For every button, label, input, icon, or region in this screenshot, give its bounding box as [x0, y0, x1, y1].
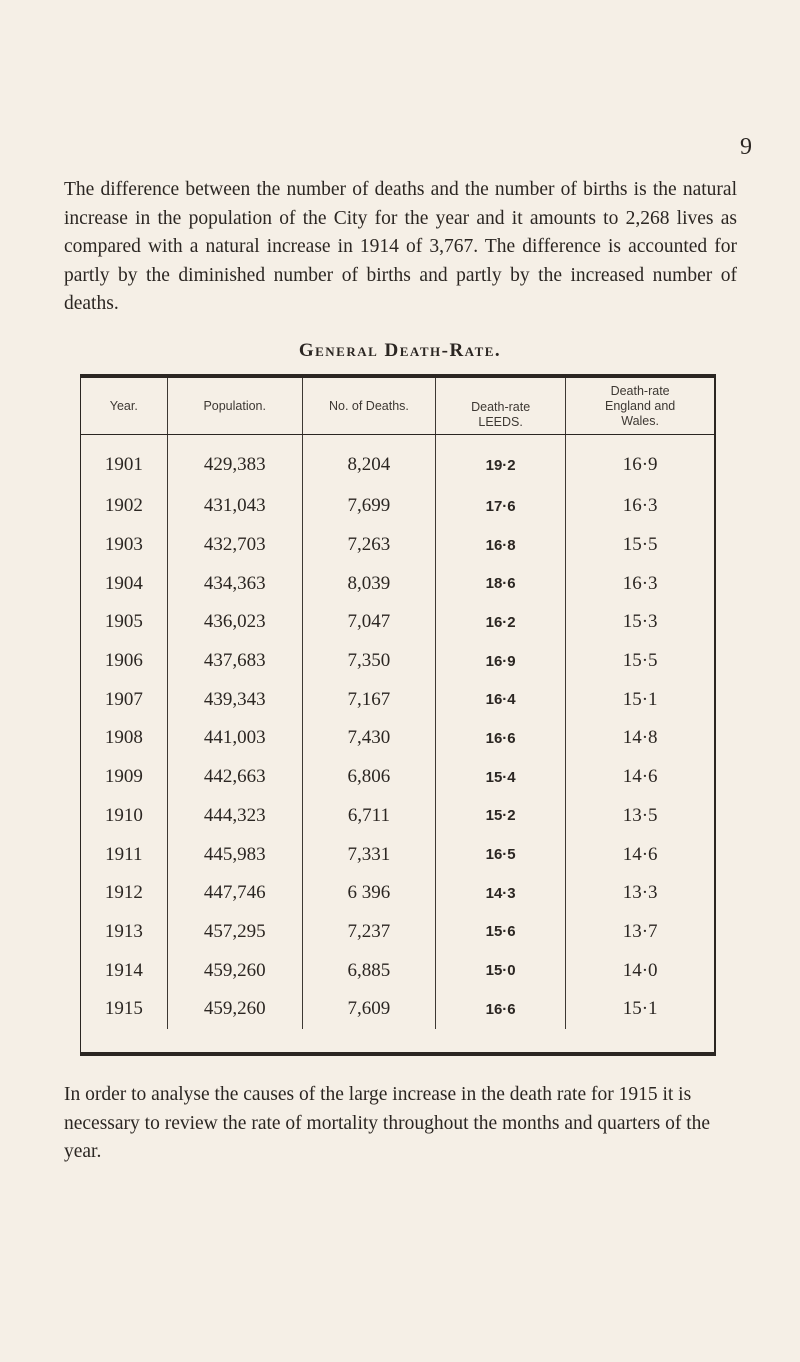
cell-rate-leeds: 16·8 [436, 526, 566, 565]
cell-year: 1902 [104, 495, 143, 517]
cell-rate-leeds: 15·6 [436, 913, 566, 952]
cell-rate-leeds: 17·6 [436, 487, 566, 526]
cell-population: 459,260 [167, 951, 302, 990]
cell-rate-leeds: 15·2 [436, 797, 566, 836]
cell-rate-leeds: 18·6 [436, 564, 566, 603]
cell-year: 1910 [104, 804, 143, 826]
cell-rate-england-wales: 15·3 [566, 603, 714, 642]
cell-deaths: 7,430 [302, 719, 435, 758]
cell-rate-leeds: 16·6 [436, 719, 566, 758]
header-deaths: No. of Deaths. [302, 378, 435, 435]
cell-deaths: 7,350 [302, 642, 435, 681]
cell-population: 436,023 [167, 603, 302, 642]
cell-rate-leeds: 14·3 [436, 874, 566, 913]
cell-population: 429,383 [167, 435, 302, 488]
cell-year: 1907 [104, 688, 143, 710]
cell-rate-england-wales: 15·1 [566, 680, 714, 719]
cell-rate-leeds: 19·2 [436, 435, 566, 488]
cell-deaths: 7,167 [302, 680, 435, 719]
cell-rate-england-wales: 14·6 [566, 835, 714, 874]
cell-population: 444,323 [167, 797, 302, 836]
cell-rate-england-wales: 13·5 [566, 797, 714, 836]
cell-population: 441,003 [167, 719, 302, 758]
cell-year: 1915 [104, 998, 143, 1020]
table-row [81, 603, 714, 642]
cell-year: 1904 [104, 572, 143, 594]
cell-deaths: 6,711 [302, 797, 435, 836]
cell-population: 437,683 [167, 642, 302, 681]
header-year: Year. [81, 378, 167, 435]
cell-rate-leeds: 15·4 [436, 758, 566, 797]
closing-paragraph: In order to analyse the causes of the large increase in the death rate for 1915 it is necessary to review the rate of mortality throughout the months and quarters of the year. [64, 1084, 711, 1163]
cell-year: 1901 [104, 454, 143, 475]
cell-deaths: 7,237 [302, 913, 435, 952]
table-row [81, 564, 714, 603]
cell-rate-england-wales: 15·5 [566, 526, 714, 565]
cell-year: 1911 [105, 843, 143, 865]
cell-year: 1914 [104, 959, 143, 981]
header-rate-leeds: Death-rate LEEDS. [436, 378, 566, 435]
cell-population: 459,260 [167, 990, 302, 1029]
table-row [81, 680, 714, 719]
cell-deaths: 7,263 [302, 526, 435, 565]
cell-year: 1913 [104, 920, 143, 942]
cell-deaths: 7,331 [302, 835, 435, 874]
cell-rate-leeds: 16·2 [436, 603, 566, 642]
cell-deaths: 6,885 [302, 951, 435, 990]
table-row [81, 913, 714, 952]
cell-rate-england-wales: 15·1 [566, 990, 714, 1029]
table-row [81, 797, 714, 836]
table-title: General Death-Rate. [298, 340, 502, 361]
cell-rate-england-wales: 16·9 [566, 435, 714, 488]
cell-rate-leeds: 16·5 [436, 835, 566, 874]
cell-rate-leeds: 16·9 [436, 642, 566, 681]
cell-year: 1905 [104, 611, 143, 633]
cell-rate-england-wales: 14·6 [566, 758, 714, 797]
cell-population: 442,663 [167, 758, 302, 797]
cell-year: 1909 [104, 766, 143, 788]
table-row [81, 642, 714, 681]
table-body [81, 435, 714, 1029]
cell-population: 457,295 [167, 913, 302, 952]
cell-rate-england-wales: 16·3 [566, 487, 714, 526]
cell-population: 434,363 [167, 564, 302, 603]
cell-rate-leeds: 16·4 [436, 680, 566, 719]
cell-rate-leeds: 15·0 [436, 951, 566, 990]
table-row [81, 990, 714, 1029]
cell-rate-england-wales: 14·8 [566, 719, 714, 758]
table-header-row [81, 378, 714, 435]
death-rate-table [80, 374, 716, 1056]
cell-deaths: 8,039 [302, 564, 435, 603]
intro-paragraph: The difference between the number of deaths and the number of births is the natural increase in the population of the City for the year and it amounts to 2,268 lives as compared with a natural increase in 1914 of 3,767. The difference is accounted for partly by the diminished number of births and partly by the increased number of deaths. [64, 179, 737, 315]
cell-year: 1912 [104, 882, 143, 904]
cell-deaths: 8,204 [302, 435, 435, 488]
cell-rate-england-wales: 15·5 [566, 642, 714, 681]
table-row [81, 835, 714, 874]
cell-population: 431,043 [167, 487, 302, 526]
cell-deaths: 7,699 [302, 487, 435, 526]
cell-year: 1908 [104, 727, 143, 749]
page-number: 9 [740, 134, 752, 160]
cell-year: 1906 [104, 650, 143, 672]
table-row [81, 951, 714, 990]
table-row [81, 719, 714, 758]
cell-population: 432,703 [167, 526, 302, 565]
cell-deaths: 7,609 [302, 990, 435, 1029]
cell-deaths: 6,806 [302, 758, 435, 797]
header-rate-england-wales: Death-rate England and Wales. [566, 378, 714, 435]
table-row [81, 526, 714, 565]
cell-deaths: 7,047 [302, 603, 435, 642]
cell-population: 439,343 [167, 680, 302, 719]
table-row [81, 874, 714, 913]
cell-year: 1903 [104, 534, 143, 556]
cell-rate-leeds: 16·6 [436, 990, 566, 1029]
cell-deaths: 6 396 [302, 874, 435, 913]
table-row [81, 435, 714, 488]
table-row [81, 758, 714, 797]
table-row [81, 487, 714, 526]
cell-rate-england-wales: 16·3 [566, 564, 714, 603]
header-population: Population. [167, 378, 302, 435]
cell-population: 447,746 [167, 874, 302, 913]
cell-rate-england-wales: 13·7 [566, 913, 714, 952]
cell-rate-england-wales: 13·3 [566, 874, 714, 913]
cell-rate-england-wales: 14·0 [566, 951, 714, 990]
cell-population: 445,983 [167, 835, 302, 874]
